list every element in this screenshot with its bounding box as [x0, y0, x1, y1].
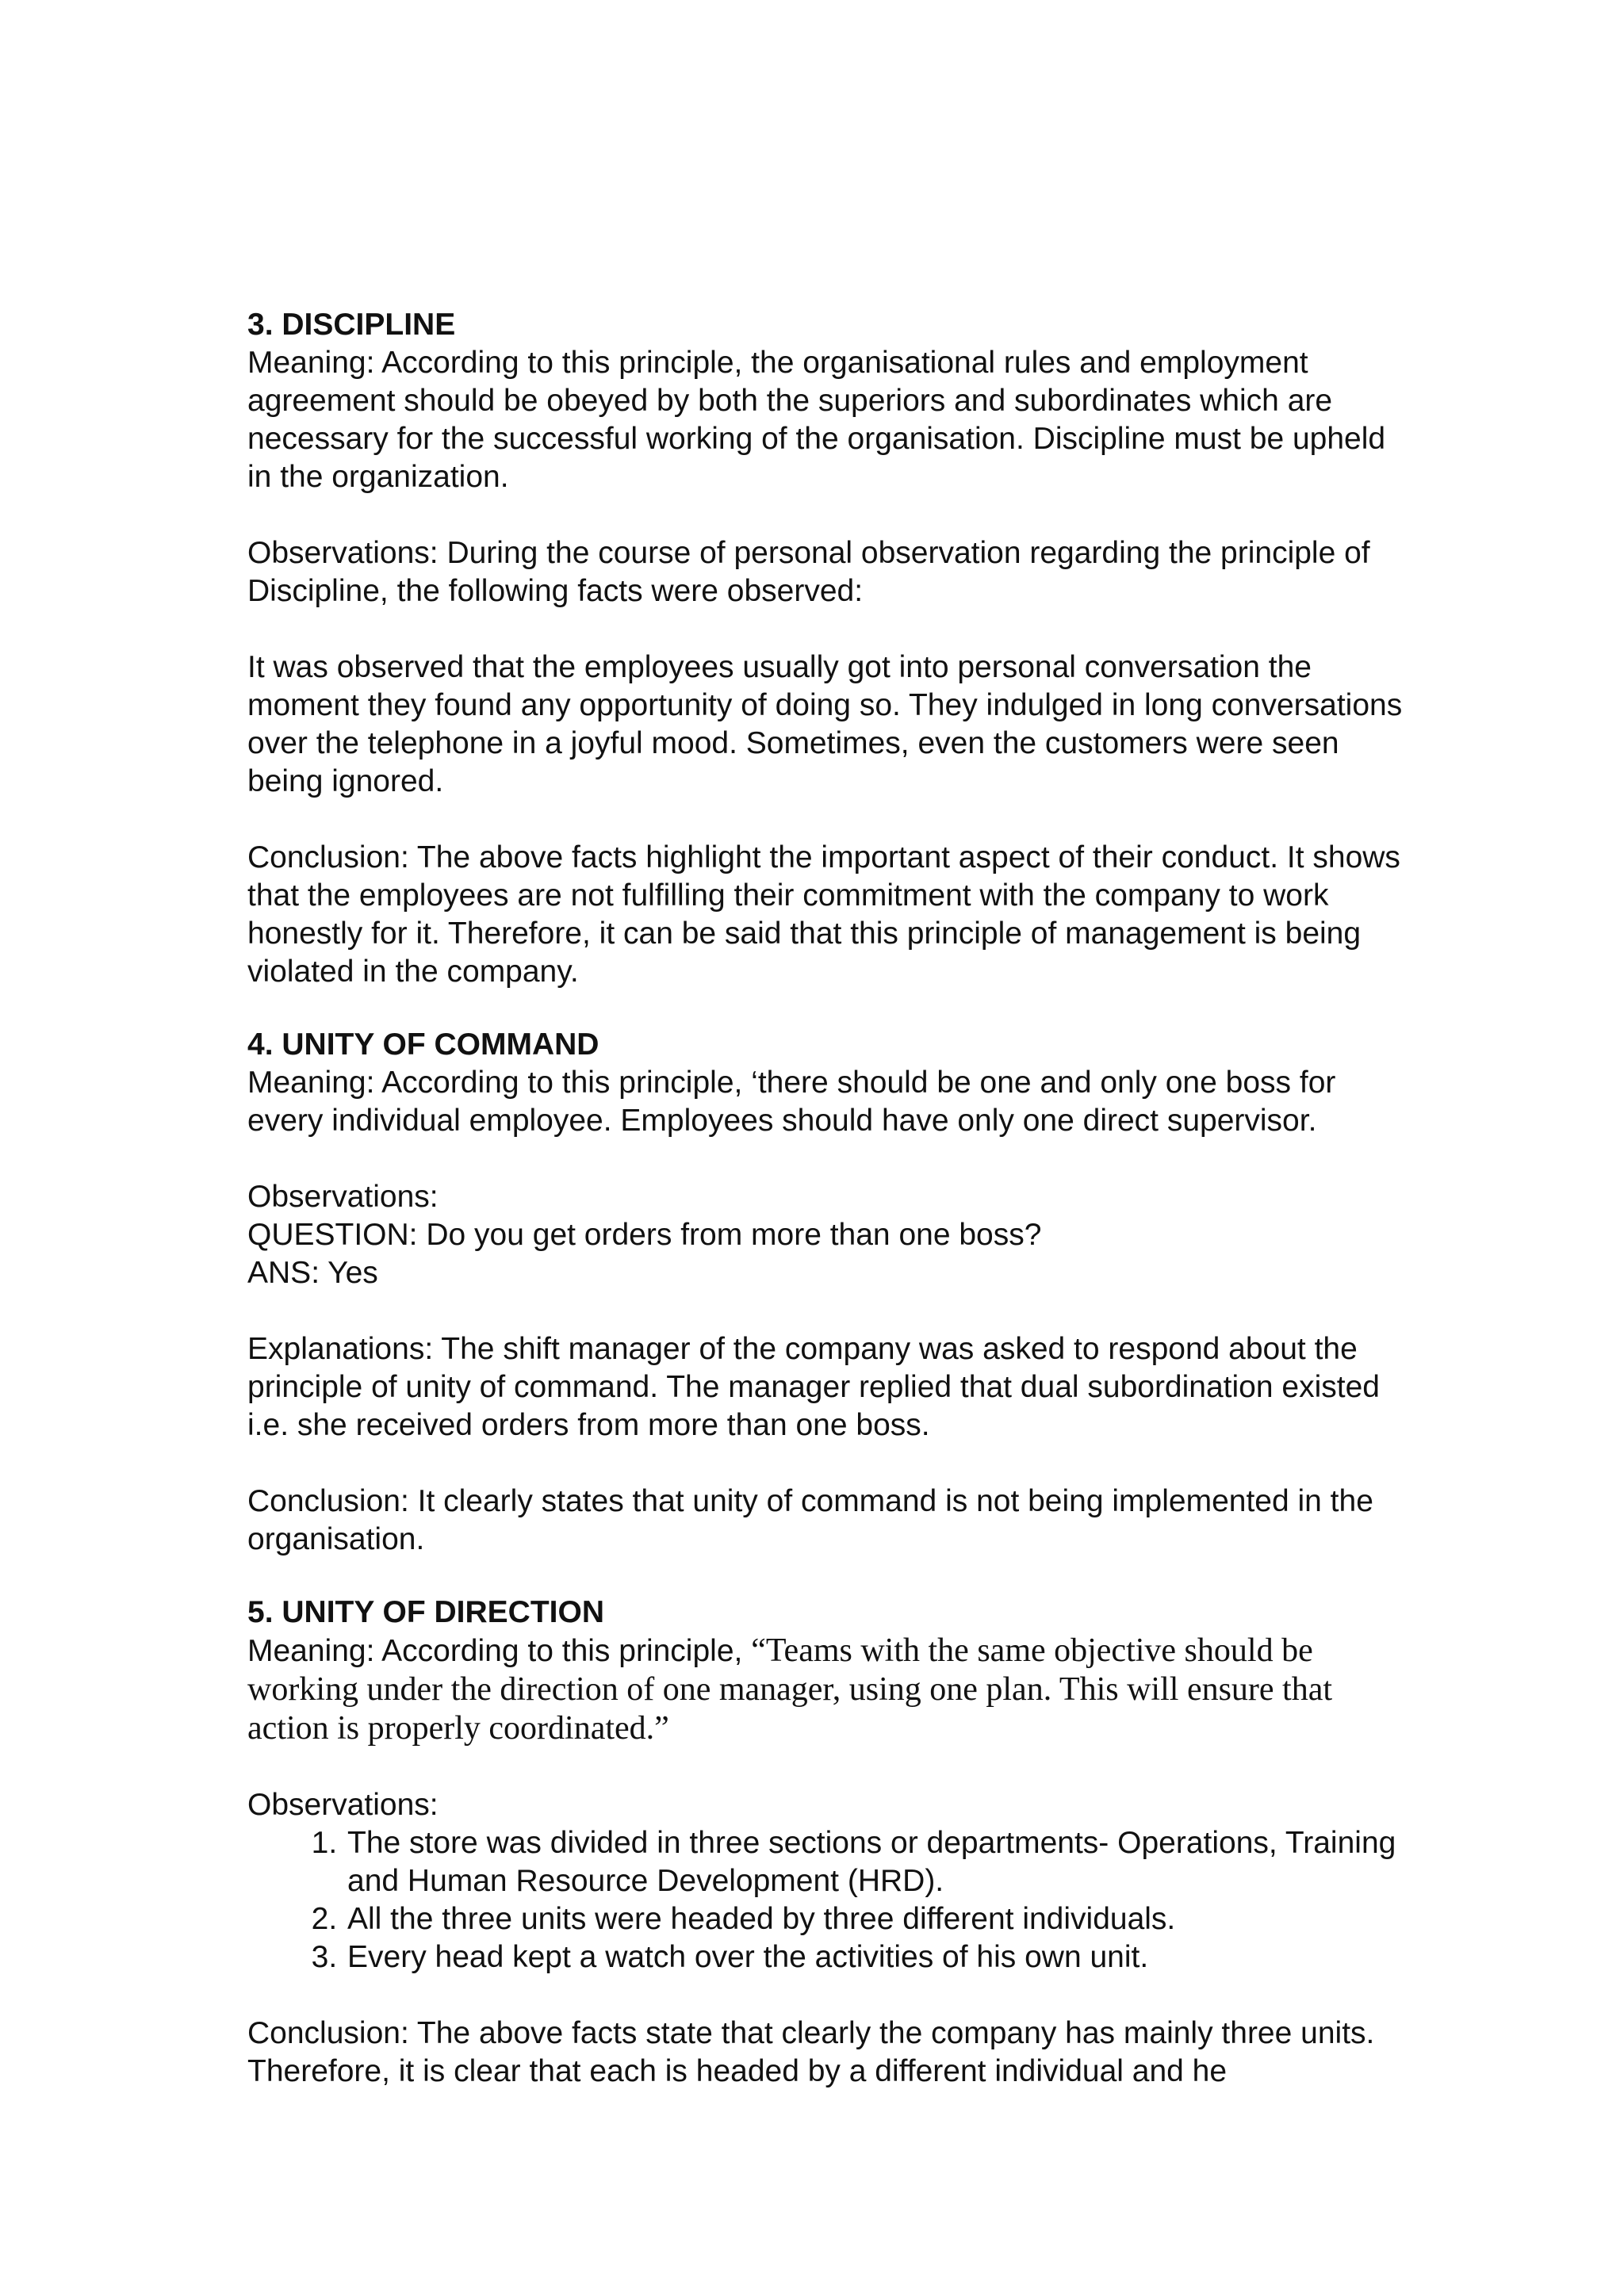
conclusion-paragraph: Conclusion: It clearly states that unity of command is not being implemented in the organisation. — [247, 1484, 1373, 1556]
list-item: 1. The store was divided in three sections or departments- Operations, Training and Human Resource Development (HRD). — [346, 1824, 1405, 1900]
meaning-quote: “Teams with the same objective should be working under the direction of one manager, using one plan. This will ensure that action is properly coordinated.” — [247, 1632, 1333, 1747]
meaning-prefix: Meaning: According to this principle, — [247, 1634, 752, 1668]
observations-paragraph: Observations: During the course of personal observation regarding the principle of Discipline, the following facts were observed: — [247, 536, 1370, 608]
section-unity-of-direction — [247, 1594, 1405, 2091]
document-page — [247, 306, 1405, 2091]
observations-list — [247, 1824, 1405, 1976]
section-unity-of-command — [247, 1026, 1405, 1559]
conclusion-paragraph: Conclusion: The above facts state that clearly the company has mainly three units. Therefore, it is clear that each is headed by a different individual and he — [247, 2016, 1375, 2088]
section-heading: 4. UNITY OF COMMAND — [247, 1027, 599, 1062]
observations-label: Observations: — [247, 1788, 439, 1822]
meaning-paragraph: Meaning: According to this principle, the organisational rules and employment agreement should be obeyed by both the superiors and subordinates which are necessary for the successful working of the organisation. Discipline must be upheld in the organization. — [247, 346, 1386, 494]
meaning-paragraph: Meaning: According to this principle, ‘there should be one and only one boss for every individual employee. Employees should have only one direct supervisor. — [247, 1066, 1336, 1138]
list-item: 2. All the three units were headed by three different individuals. — [346, 1900, 1405, 1938]
observations-label: Observations: — [247, 1180, 439, 1214]
meaning-paragraph — [247, 1632, 1405, 1748]
answer-line: ANS: Yes — [247, 1256, 378, 1290]
question-line: QUESTION: Do you get orders from more than one boss? — [247, 1218, 1042, 1252]
detail-paragraph: It was observed that the employees usually got into personal conversation the moment they found any opportunity of doing so. They indulged in long conversations over the telephone in a joyful mood. Sometimes, even the customers were seen being ignored. — [247, 650, 1403, 798]
explanations-paragraph: Explanations: The shift manager of the company was asked to respond about the principle of unity of command. The manager replied that dual subordination existed i.e. she received orders from more than one boss. — [247, 1332, 1380, 1442]
section-heading: 5. UNITY OF DIRECTION — [247, 1595, 604, 1629]
conclusion-paragraph: Conclusion: The above facts highlight the important aspect of their conduct. It shows that the employees are not fulfilling their commitment with the company to work honestly for it. Therefore, it can be said that this principle of management is being violated in the company. — [247, 840, 1400, 989]
list-item: 3. Every head kept a watch over the activities of his own unit. — [346, 1938, 1405, 1976]
section-discipline — [247, 306, 1405, 991]
section-heading: 3. DISCIPLINE — [247, 308, 456, 342]
